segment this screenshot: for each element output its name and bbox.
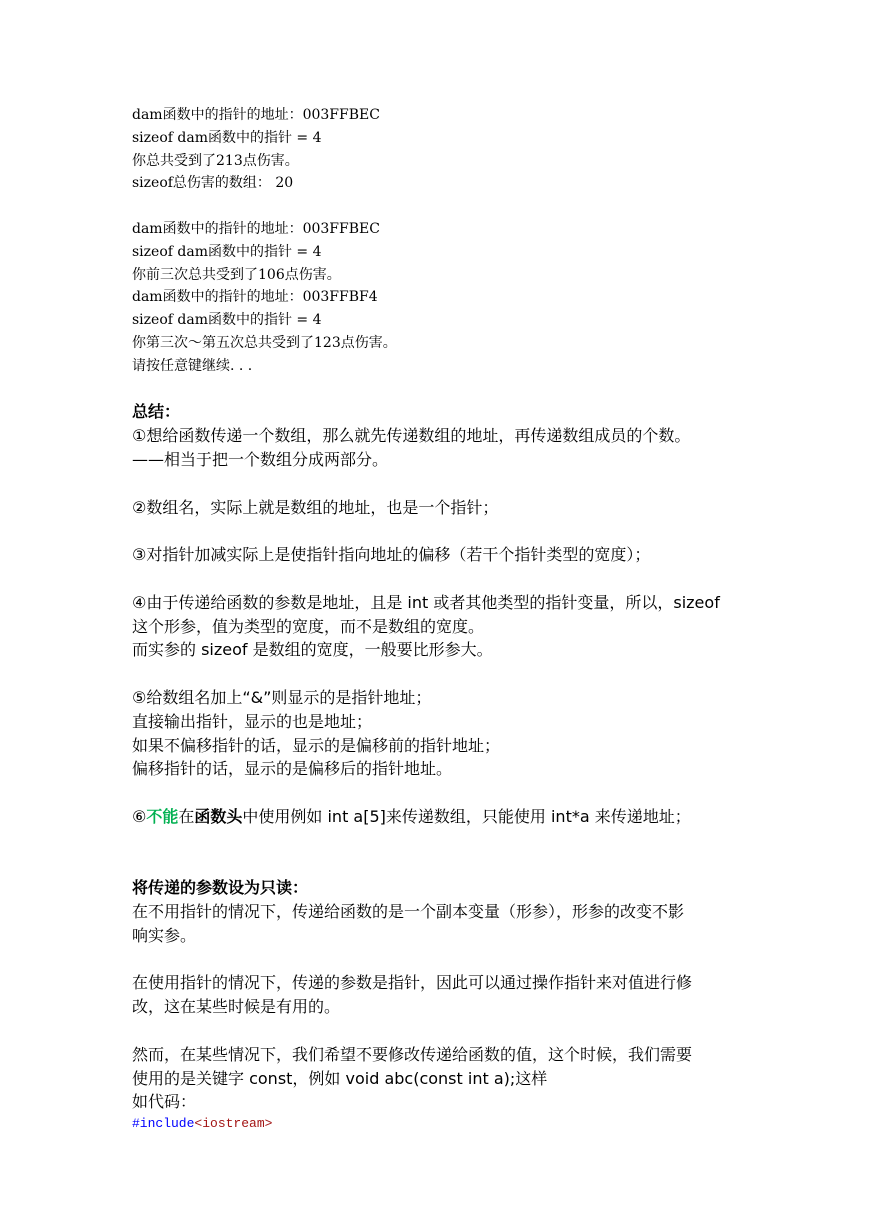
summary-point-1: ①想给函数传递一个数组，那么就先传递数组的地址，再传递数组成员的个数。 bbox=[132, 426, 691, 446]
readonly-paragraph-2: 在使用指针的情况下，传递的参数是指针，因此可以通过操作指针来对值进行修 bbox=[132, 973, 693, 993]
readonly-paragraph-1-cont: 响实参。 bbox=[132, 925, 197, 945]
document-body bbox=[132, 104, 742, 1134]
console-line: dam函数中的指针的地址：003FFBF4 bbox=[132, 289, 378, 306]
readonly-paragraph-3: 然而，在某些情况下，我们希望不要修改传递给函数的值，这个时候，我们需要 bbox=[132, 1044, 693, 1064]
summary-point-4: ④由于传递给函数的参数是地址，且是 int 或者其他类型的指针变量，所以，sizeof bbox=[132, 592, 720, 612]
code-intro: 如代码： bbox=[132, 1092, 197, 1112]
code-line-include bbox=[132, 1114, 742, 1134]
readonly-paragraph-3-cont: 使用的是关键字 const，例如 void abc(const int a);这样 bbox=[132, 1068, 548, 1088]
text-run: 中使用例如 int a[5]来传递数组，只能使用 int*a 来传递地址； bbox=[242, 806, 691, 826]
summary-point-3: ③对指针加减实际上是使指针指向地址的偏移（若干个指针类型的宽度）； bbox=[132, 545, 651, 565]
code-header-name: <iostream> bbox=[194, 1116, 273, 1132]
code-directive: #include bbox=[132, 1116, 195, 1132]
summary-point-5-cont: 直接输出指针，显示的也是地址； bbox=[132, 711, 373, 731]
summary-point-5-cont: 偏移指针的话，显示的是偏移后的指针地址。 bbox=[132, 759, 453, 779]
summary-point-5-cont: 如果不偏移指针的话，显示的是偏移前的指针地址； bbox=[132, 735, 501, 755]
console-line: 你第三次～第五次总共受到了123点伤害。 bbox=[132, 334, 397, 351]
console-line: 你总共受到了213点伤害。 bbox=[132, 152, 299, 169]
console-line: 请按任意键继续. . . bbox=[132, 357, 253, 374]
summary-point-6 bbox=[132, 805, 742, 829]
console-output-2 bbox=[132, 218, 742, 378]
readonly-paragraph-2-cont: 改，这在某些时候是有用的。 bbox=[132, 997, 341, 1017]
summary-point-5: ⑤给数组名加上“&”则显示的是指针地址； bbox=[132, 687, 432, 707]
console-line: sizeof总伤害的数组： 20 bbox=[132, 175, 294, 192]
text-run: 在 bbox=[178, 806, 195, 826]
console-line: sizeof dam函数中的指针 = 4 bbox=[132, 312, 322, 329]
summary-point-2: ②数组名，实际上就是数组的地址，也是一个指针； bbox=[132, 497, 499, 517]
emphasis-bold: 函数头 bbox=[194, 806, 243, 826]
console-line: 你前三次总共受到了106点伤害。 bbox=[132, 266, 341, 283]
summary-section bbox=[132, 400, 742, 876]
summary-point-1-cont: ——相当于把一个数组分成两部分。 bbox=[132, 449, 389, 469]
readonly-heading: 将传递的参数设为只读： bbox=[132, 878, 309, 898]
console-line: dam函数中的指针的地址：003FFBEC bbox=[132, 107, 380, 123]
readonly-paragraph-1: 在不用指针的情况下，传递给函数的是一个副本变量（形参），形参的改变不影 bbox=[132, 902, 685, 922]
summary-point-4-cont: 这个形参，值为类型的宽度，而不是数组的宽度。 bbox=[132, 616, 485, 636]
emphasis-green: 不能 bbox=[146, 806, 179, 826]
summary-point-4-cont: 而实参的 sizeof 是数组的宽度，一般要比形参大。 bbox=[132, 640, 493, 660]
console-line: sizeof dam函数中的指针 = 4 bbox=[132, 243, 322, 260]
console-line: sizeof dam函数中的指针 = 4 bbox=[132, 129, 322, 146]
console-output-1 bbox=[132, 104, 742, 195]
readonly-section bbox=[132, 876, 742, 1114]
summary-heading: 总结： bbox=[132, 402, 181, 422]
circled-number: ⑥ bbox=[132, 806, 147, 826]
console-line: dam函数中的指针的地址：003FFBEC bbox=[132, 220, 380, 237]
